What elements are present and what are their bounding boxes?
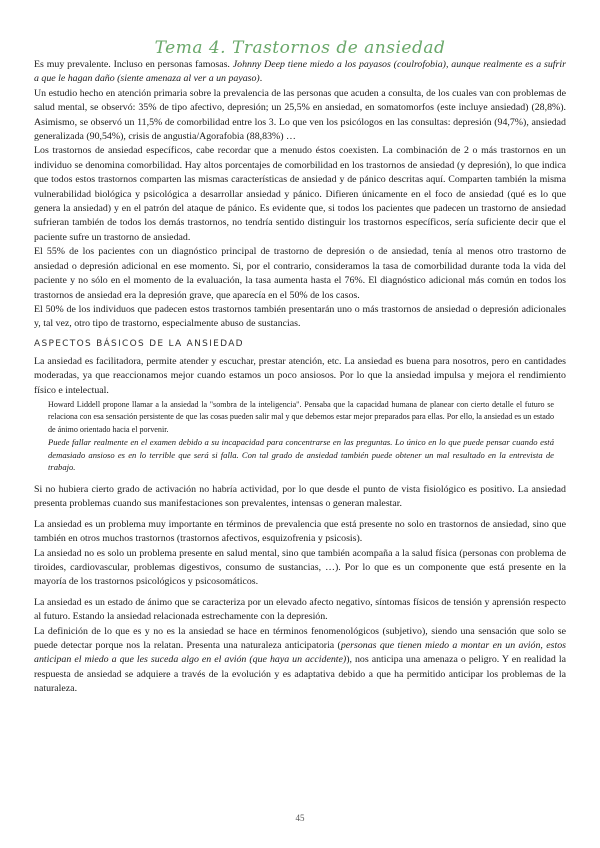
quote-liddell: Howard Liddell propone llamar a la ansiedad la "sombra de la inteligencia". Pensaba que la capacidad humana de planear con cierto detalle el futuro se relaciona con esa sensación persistente de que las cosas pueden salir mal y que debemos estar mejor preparados para ellas. Por ello, la ansiedad es un estado de ánimo orientado hacia el porvenir.	[48, 399, 554, 434]
paragraph-study: Un estudio hecho en atención primaria sobre la prevalencia de las personas que acuden a consulta, de los cuales van con problemas de salud mental, se observó: 35% de tipo afectivo, depresión; un 25,5% en ansiedad, en somatomorfos (este incluye ansiedad) (28,8%). Asimismo, se observó un 11,5% de comorbilidad entre los 3. Lo que ven los psicólogos en las consultas: depresión (94,7%), ansiedad generalizada (90,54%), crisis de angustia/Agorafobia (88,83%) …	[34, 87, 566, 143]
paragraph-statistics: El 55% de los pacientes con un diagnóstico principal de trastorno de depresión o de ansiedad, tenía al menos otro trastorno de ansiedad o depresión adicional en ese momento. Si, por el contrario, consideramos la tasa de comorbilidad durante toda la vida del paciente y no sólo en el momento de la evaluación, la tasa aumenta hasta el 76%. El diagnóstico adicional más común en todos los trastornos de ansiedad era la depresión grave, que aparecía en el 50% de los casos.	[34, 246, 566, 301]
paragraph-prevalence: La ansiedad es un problema muy importante en términos de prevalencia que está presente no solo en trastornos de ansiedad, sino que también en otros muchos trastornos (trastornos afectivos, esquizofrenia y psicosis).	[34, 518, 566, 545]
page-number: 45	[295, 813, 305, 823]
definition-italic: personas que tienen miedo a montar en un avión, estos anticipan el miedo a que les suceda algo en el avión (que haya un accidente)	[34, 640, 566, 666]
paragraph-substances: El 50% de los individuos que padecen estos trastornos también presentarán uno o más trastornos de ansiedad o depresión adicionales y, tal vez, otro tipo de trastorno, especialmente abuso de sustancias.	[34, 303, 566, 330]
definition-text-a: La definición de lo que es y no es la ansiedad se hace en términos fenomenológicos (subjetivo), siendo una sensación que solo se puede detectar porque nos la relatan. Presenta una naturaleza anticipatoria (	[34, 625, 566, 651]
paragraph-activation: Si no hubiera cierto grado de activación no habría actividad, por lo que desde el punto de vista fisiológico es positivo. La ansiedad presenta problemas cuando sus manifestaciones son prevalentes, intensas o generan malestar.	[34, 483, 566, 510]
page-title: Tema 4. Trastornos de ansiedad	[154, 38, 446, 58]
definition-text-b: ), nos anticipa una amenaza o peligro. Y en realidad la respuesta de ansiedad se adquiere a través de la evolución y es adaptativa debido a que ha permitido anticipar los problemas de la naturaleza.	[34, 654, 567, 695]
quote-block	[34, 399, 566, 474]
intro-end: .	[259, 73, 263, 85]
paragraph-definition	[34, 625, 566, 697]
quote-exam: Puede fallar realmente en el examen debido a su incapacidad para concentrarse en las preguntas. Lo único en lo que puede pensar cuando está demasiado ansioso es en lo terrible que será si falla. Con tal grado de ansiedad también puede obtener un mal resultado en la entrevista de trabajo.	[48, 437, 554, 473]
paragraph-comorbidity: Los trastornos de ansiedad específicos, cabe recordar que a menudo éstos coexisten. La combinación de 2 o más trastornos en un individuo se denomina comorbilidad. Hay altos porcentajes de comorbilidad en los trastornos de ansiedad (y depresión), lo que indica que todos estos trastornos comparten las mismas características de ansiedad y de pánico descritas aquí. Comparten también la misma vulnerabilidad biológica y psicológica a desarrollar ansiedad y pánico. Difieren únicamente en el foco de ansiedad (qué es lo que genera la ansiedad) y en el patrón del ataque de pánico. Es evidente que, si todos los pacientes que padecen un trastorno de ansiedad sufrieran también de todos los demás trastornos, no tendría sentido distinguir los trastornos específicos, sería suficiente decir que el paciente sufre un trastorno de ansiedad.	[34, 145, 566, 243]
paragraph-facilitating: La ansiedad es facilitadora, permite atender y escuchar, prestar atención, etc. La ansiedad es buena para nosotros, pero en cantidades moderadas, ya que reaccionamos mejor cuando estamos un poco ansiosos. Por lo que la ansiedad impulsa y mejora el rendimiento físico e intelectual.	[34, 355, 566, 396]
intro-paragraph	[34, 58, 566, 87]
section-heading: ASPECTOS BÁSICOS DE LA ANSIEDAD	[34, 338, 244, 349]
paragraph-mood-state: La ansiedad es un estado de ánimo que se caracteriza por un elevado afecto negativo, síntomas físicos de tensión y aprensión respecto al futuro. Estando la ansiedad relacionada estrechamente con la depresión.	[34, 596, 566, 623]
intro-italic: Johnny Deep tiene miedo a los payasos (coulrofobia), aunque realmente es a sufrir a que le hagan daño (siente amenaza al ver a un payaso)	[34, 59, 566, 85]
paragraph-physical-health: La ansiedad no es solo un problema presente en salud mental, sino que también acompaña a la salud física (personas con problema de tiroides, cardiovascular, problemas digestivos, consumo de sustancias, …). Por lo que es un componente que está presente en la mayoría de los trastornos psicológicos y psicosomáticos.	[34, 547, 566, 588]
intro-text: Es muy prevalente. Incluso en personas famosas.	[34, 59, 233, 70]
